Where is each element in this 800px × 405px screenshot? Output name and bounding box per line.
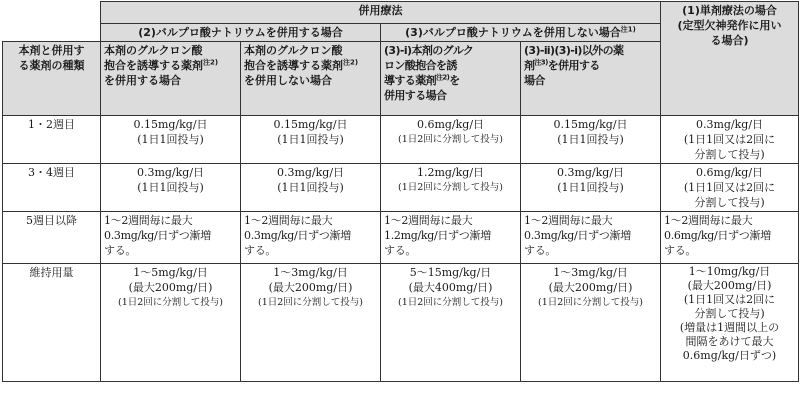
dose-line: 0.15mg/kg/日	[553, 118, 628, 131]
subheader-c-line-3-tail: を	[449, 74, 460, 87]
dose-line: 0.3mg/kg/日ずつ漸増	[244, 229, 351, 242]
dose-line: (1日1回又は2回に	[683, 293, 776, 306]
dose-line: 0.3mg/kg/日	[556, 166, 625, 179]
table-row-weeks-1-2	[3, 116, 799, 164]
row-label-week-5-onward: 5週目以降	[3, 212, 101, 264]
subheader-inducer-without-vpa	[381, 42, 521, 116]
drug-type-header-line-1: 本剤と併用す	[18, 44, 85, 57]
dose-line: 1～2週間毎に最大	[664, 214, 753, 227]
dose-line: 0.6mg/kg/日ずつ)	[682, 349, 777, 362]
dose-line: 1～5mg/kg/日	[133, 266, 208, 279]
subheader-other-drugs-without-vpa	[521, 42, 661, 116]
row-label-weeks-1-2: 1・2週目	[3, 116, 101, 164]
dose-cell	[101, 164, 241, 212]
subheader-c-line-3	[384, 73, 517, 88]
subheader-c-line-4: 併用する場合	[384, 89, 447, 102]
subheader-d-line-2-text: 剤	[524, 59, 535, 72]
row-label-maintenance: 維持用量	[3, 264, 101, 382]
drug-type-header-cell	[3, 42, 101, 116]
dose-line: (1日1回投与)	[137, 181, 204, 194]
subheader-a-line-3: を併用する場合	[104, 74, 181, 87]
subheader-inducer-with-vpa	[101, 42, 241, 116]
monotherapy-header-line-2: (定型欠神発作に用い	[677, 19, 782, 32]
dose-line: 1～2週間毎に最大	[384, 214, 473, 227]
dose-line: 1～3mg/kg/日	[553, 266, 628, 279]
dose-cell	[381, 264, 521, 382]
subheader-c-line-1: (3)-ⅰ)本剤のグルク	[384, 44, 474, 57]
dose-cell	[661, 264, 799, 382]
dose-cell	[241, 164, 381, 212]
dose-line: (1日1回投与)	[277, 133, 344, 146]
dose-line: 1～2週間毎に最大	[244, 214, 333, 227]
table-row-weeks-3-4	[3, 164, 799, 212]
dose-cell	[521, 164, 661, 212]
dose-line: (1日2回に分割して投与)	[537, 297, 643, 308]
dose-cell	[661, 116, 799, 164]
dose-line: (1日1回投与)	[277, 181, 344, 194]
dose-cell	[381, 116, 521, 164]
table-row-maintenance	[3, 264, 799, 382]
dose-cell	[521, 264, 661, 382]
monotherapy-header-line-1: (1)単剤療法の場合	[682, 4, 777, 17]
vpa-not-combined-label: (3)バルプロ酸ナトリウムを併用しない場合	[405, 26, 621, 39]
dose-cell	[241, 116, 381, 164]
dose-cell	[101, 212, 241, 264]
monotherapy-header-line-3: る場合)	[710, 34, 749, 47]
dose-line: (増量は1週間以上の	[679, 321, 780, 334]
subheader-b-line-2	[244, 58, 377, 73]
dose-cell	[381, 164, 521, 212]
dose-line: 0.3mg/kg/日	[276, 166, 345, 179]
dose-line: (最大200mg/日)	[548, 281, 633, 294]
dose-line: 1～10mg/kg/日	[688, 265, 771, 278]
dose-cell	[661, 164, 799, 212]
dose-line: 分割して投与)	[694, 196, 765, 209]
note-2-marker-c: 注2)	[436, 73, 450, 82]
note-2-marker-a: 注2)	[203, 58, 219, 67]
subheader-c-line-3-text: 導する薬剤	[384, 74, 436, 87]
subheader-b-line-1: 本剤のグルクロン酸	[244, 44, 343, 57]
dose-line: する。	[384, 244, 417, 257]
dose-line: する。	[104, 244, 137, 257]
dose-line: する。	[244, 244, 277, 257]
dose-line: 分割して投与)	[694, 307, 765, 320]
subheader-d-line-2	[524, 58, 657, 73]
subheader-a-line-1: 本剤のグルクロン酸	[104, 44, 203, 57]
dose-cell	[241, 212, 381, 264]
dose-line: 0.15mg/kg/日	[133, 118, 208, 131]
dosage-table	[2, 1, 799, 382]
combined-therapy-header: 併用療法	[101, 2, 661, 24]
drug-type-header-line-2: る薬剤の種類	[18, 59, 85, 72]
dose-line: (最大200mg/日)	[128, 281, 213, 294]
dose-cell	[101, 264, 241, 382]
subheader-d-line-3: 場合	[524, 74, 545, 87]
dose-cell	[661, 212, 799, 264]
vpa-combined-header: (2)バルプロ酸ナトリウムを併用する場合	[101, 24, 381, 42]
dose-line: (最大400mg/日)	[408, 281, 493, 294]
monotherapy-header	[661, 2, 799, 116]
subheader-c-line-2: ロン酸抱合を誘	[384, 59, 457, 72]
dose-line: 0.6mg/kg/日ずつ漸増	[664, 229, 771, 242]
dose-line: (1日1回又は2回に	[683, 133, 776, 146]
dose-line: 0.6mg/kg/日	[416, 118, 485, 131]
note-1-marker: 注1)	[620, 25, 636, 34]
row-label-weeks-3-4: 3・4週目	[3, 164, 101, 212]
dose-line: 5～15mg/kg/日	[409, 266, 492, 279]
dose-line: (1日2回に分割して投与)	[257, 297, 363, 308]
dose-line: 0.6mg/kg/日	[695, 166, 764, 179]
vpa-not-combined-header	[381, 24, 661, 42]
subheader-d-line-2-tail: を併用する	[547, 59, 600, 72]
subheader-a-line-2-text: 抱合を誘導する薬剤	[104, 59, 203, 72]
drug-type-header	[3, 2, 101, 42]
dose-cell	[521, 116, 661, 164]
dose-line: 1～3mg/kg/日	[273, 266, 348, 279]
dose-line: 1.2mg/kg/日ずつ漸増	[384, 229, 491, 242]
dose-line: 0.3mg/kg/日	[695, 118, 764, 131]
header-row-1	[3, 2, 799, 24]
note-2-marker-b: 注2)	[343, 58, 359, 67]
dose-line: (1日2回に分割して投与)	[397, 182, 503, 193]
dose-line: (最大200mg/日)	[268, 281, 353, 294]
dose-cell	[241, 264, 381, 382]
dose-line: (1日2回に分割して投与)	[117, 297, 223, 308]
dose-line: 1～2週間毎に最大	[524, 214, 613, 227]
dose-cell	[521, 212, 661, 264]
subheader-no-inducer-with-vpa	[241, 42, 381, 116]
subheader-d-line-1: (3)-ⅱ)(3)-ⅰ)以外の薬	[524, 44, 624, 57]
dose-line: (1日2回に分割して投与)	[397, 134, 503, 145]
subheader-b-line-2-text: 抱合を誘導する薬剤	[244, 59, 343, 72]
dose-line: (1日1回投与)	[557, 181, 624, 194]
dose-line: 0.15mg/kg/日	[273, 118, 348, 131]
dose-line: 0.3mg/kg/日	[136, 166, 205, 179]
subheader-a-line-2	[104, 58, 237, 73]
dose-line: (1日1回又は2回に	[683, 181, 776, 194]
subheader-b-line-3: を併用しない場合	[244, 74, 332, 87]
dose-line: 分割して投与)	[694, 148, 765, 161]
dose-line: 0.3mg/kg/日ずつ漸増	[104, 229, 211, 242]
dose-cell	[101, 116, 241, 164]
dose-line: する。	[664, 244, 697, 257]
dose-line: 0.3mg/kg/日ずつ漸増	[524, 229, 631, 242]
dose-line: 1.2mg/kg/日	[416, 166, 485, 179]
dose-cell	[381, 212, 521, 264]
dose-line: (1日1回投与)	[557, 133, 624, 146]
dose-line: 1～2週間毎に最大	[104, 214, 193, 227]
dose-line: (最大200mg/日)	[687, 279, 772, 292]
dose-line: する。	[524, 244, 557, 257]
table-row-week-5-onward	[3, 212, 799, 264]
dose-line: (1日2回に分割して投与)	[397, 297, 503, 308]
dose-line: 間隔をあけて最大	[685, 335, 774, 348]
dose-line: (1日1回投与)	[137, 133, 204, 146]
note-3-marker: 注3)	[534, 58, 548, 67]
